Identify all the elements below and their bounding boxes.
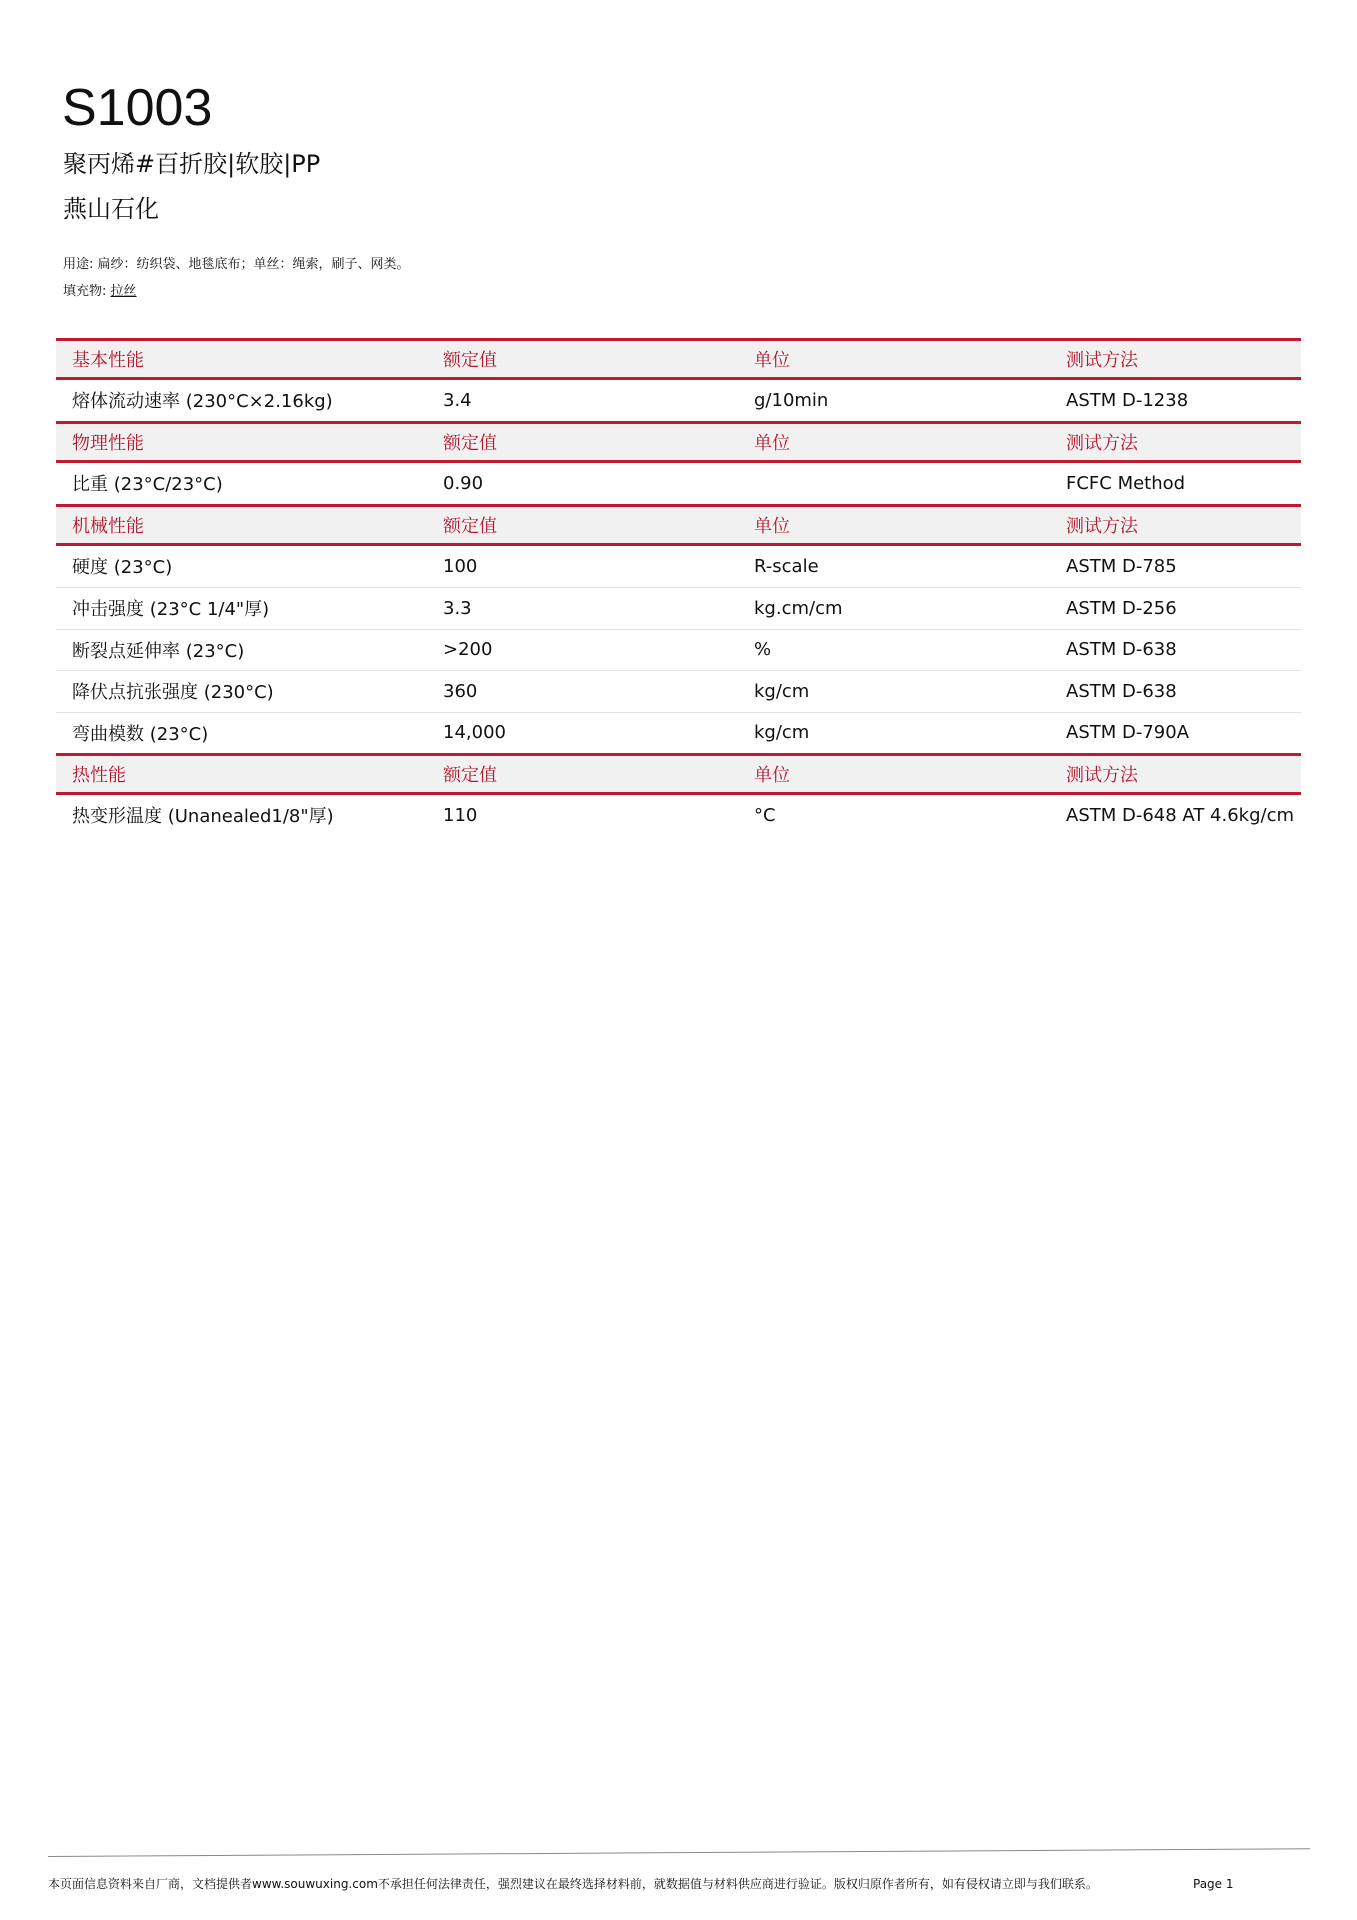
page-number: Page 1 [1193, 1877, 1234, 1891]
column-header-method: 测试方法 [1066, 432, 1138, 454]
table-row [56, 712, 1301, 754]
column-header-value: 额定值 [443, 515, 497, 537]
property-method: ASTM D-1238 [1066, 389, 1189, 411]
property-value: 110 [443, 804, 478, 826]
section-header-thermal [56, 753, 1301, 795]
footer-disclaimer: 本页面信息资料来自厂商，文档提供者www.souwuxing.com不承担任何法律责任，强烈建议在最终选择材料前，就数据值与材料供应商进行验证。版权归原作者所有，如有侵权请立即与我们联系。 [48, 1877, 1098, 1891]
property-method: ASTM D-785 [1066, 555, 1177, 577]
table-row [56, 380, 1301, 422]
property-name: 熔体流动速率 (230°C×2.16kg) [72, 391, 333, 413]
column-header-method: 测试方法 [1066, 515, 1138, 537]
property-value: 100 [443, 555, 478, 577]
property-unit: R-scale [754, 555, 819, 577]
property-method: ASTM D-638 [1066, 639, 1177, 661]
property-name: 比重 (23°C/23°C) [72, 474, 223, 496]
property-name: 热变形温度 (Unanealed1/8"厚) [72, 806, 334, 828]
property-value: 3.4 [443, 389, 472, 411]
section-title: 热性能 [72, 764, 126, 786]
property-method: ASTM D-790A [1066, 722, 1190, 744]
property-name: 硬度 (23°C) [72, 557, 173, 579]
usage-label: 用途: [63, 257, 98, 272]
table-row [56, 629, 1301, 671]
property-name: 冲击强度 (23°C 1/4"厚) [72, 599, 270, 621]
table-row [56, 795, 1301, 837]
table-row [56, 546, 1301, 588]
filler-label: 填充物: [63, 284, 111, 299]
property-value: 360 [443, 680, 478, 702]
column-header-value: 额定值 [443, 349, 497, 371]
property-name: 弯曲模数 (23°C) [72, 723, 209, 745]
column-header-unit: 单位 [754, 349, 790, 371]
section-title: 基本性能 [72, 349, 144, 371]
column-header-method: 测试方法 [1066, 764, 1138, 786]
property-method: ASTM D-638 [1066, 680, 1177, 702]
property-value: 0.90 [443, 472, 484, 494]
property-unit: kg.cm/cm [754, 597, 843, 619]
property-name: 降伏点抗张强度 (230°C) [72, 682, 274, 704]
footer-divider [48, 1848, 1310, 1857]
property-unit: kg/cm [754, 680, 810, 702]
usage-value: 扁纱：纺织袋、地毯底布；单丝：绳索，刷子、网类。 [97, 257, 410, 272]
table-row [56, 587, 1301, 629]
column-header-unit: 单位 [754, 764, 790, 786]
filler-value: 拉丝 [110, 284, 137, 299]
column-header-method: 测试方法 [1066, 349, 1138, 371]
property-unit: g/10min [754, 389, 829, 411]
property-value: >200 [443, 639, 493, 661]
usage-line [63, 256, 410, 274]
property-method: ASTM D-648 AT 4.6kg/cm [1066, 804, 1295, 826]
section-header-physical [56, 421, 1301, 463]
column-header-unit: 单位 [754, 515, 790, 537]
property-value: 14,000 [443, 722, 506, 744]
column-header-value: 额定值 [443, 764, 497, 786]
property-unit: % [754, 639, 772, 661]
property-name: 断裂点延伸率 (23°C) [72, 640, 245, 662]
table-row [56, 463, 1301, 505]
section-header-mechanical [56, 504, 1301, 546]
manufacturer: 燕山石化 [63, 195, 159, 223]
property-method: FCFC Method [1066, 472, 1186, 494]
column-header-value: 额定值 [443, 432, 497, 454]
table-row [56, 670, 1301, 712]
property-value: 3.3 [443, 597, 472, 619]
product-title: S1003 [62, 79, 213, 137]
filler-line [63, 283, 137, 301]
properties-table [56, 338, 1301, 836]
section-title: 物理性能 [72, 432, 144, 454]
section-header-basic [56, 338, 1301, 380]
property-method: ASTM D-256 [1066, 597, 1177, 619]
column-header-unit: 单位 [754, 432, 790, 454]
property-unit: kg/cm [754, 722, 810, 744]
property-unit: °C [754, 804, 776, 826]
product-subtitle: 聚丙烯#百折胶|软胶|PP [63, 150, 321, 178]
section-title: 机械性能 [72, 515, 144, 537]
